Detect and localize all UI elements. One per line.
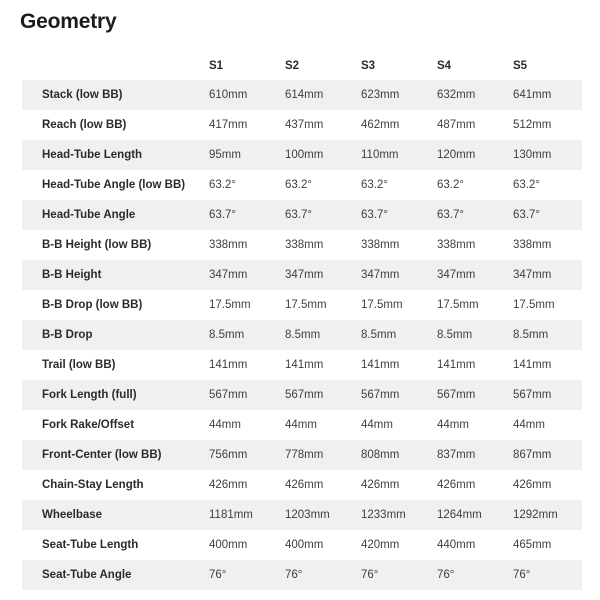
- row-value: 347mm: [513, 269, 552, 281]
- row-value: 487mm: [437, 119, 476, 131]
- row-value: 338mm: [513, 239, 552, 251]
- row-value: 347mm: [209, 269, 248, 281]
- table-row: [22, 110, 582, 140]
- row-value: 567mm: [209, 389, 248, 401]
- row-value: 8.5mm: [513, 329, 549, 341]
- row-value: 141mm: [513, 359, 552, 371]
- row-value: 63.7°: [513, 209, 540, 221]
- row-value: 44mm: [361, 419, 393, 431]
- row-label: Fork Rake/Offset: [42, 419, 135, 431]
- page-title: Geometry: [20, 10, 117, 33]
- row-value: 1203mm: [285, 509, 330, 521]
- row-value: 1264mm: [437, 509, 482, 521]
- row-value: 76°: [437, 569, 455, 581]
- column-header-s2: S2: [285, 60, 300, 72]
- row-value: 623mm: [361, 89, 400, 101]
- table-row: [22, 560, 582, 590]
- row-value: 567mm: [513, 389, 552, 401]
- table-row: [22, 230, 582, 260]
- row-value: 63.7°: [285, 209, 312, 221]
- row-value: 95mm: [209, 149, 241, 161]
- row-label: Head-Tube Length: [42, 149, 143, 161]
- row-value: 465mm: [513, 539, 552, 551]
- row-value: 808mm: [361, 449, 400, 461]
- table-row: [22, 500, 582, 530]
- row-value: 837mm: [437, 449, 476, 461]
- row-value: 63.2°: [513, 179, 540, 191]
- row-value: 426mm: [285, 479, 324, 491]
- row-value: 417mm: [209, 119, 248, 131]
- row-value: 76°: [361, 569, 379, 581]
- row-value: 347mm: [361, 269, 400, 281]
- row-value: 338mm: [437, 239, 476, 251]
- row-value: 44mm: [513, 419, 545, 431]
- row-value: 614mm: [285, 89, 324, 101]
- row-label: Head-Tube Angle (low BB): [42, 179, 186, 191]
- row-value: 141mm: [285, 359, 324, 371]
- row-label: Head-Tube Angle: [42, 209, 136, 221]
- row-value: 426mm: [437, 479, 476, 491]
- row-value: 63.2°: [285, 179, 312, 191]
- row-label: B-B Height (low BB): [42, 239, 152, 251]
- row-label: Chain-Stay Length: [42, 479, 144, 491]
- row-value: 426mm: [209, 479, 248, 491]
- row-value: 63.7°: [209, 209, 236, 221]
- row-label: Seat-Tube Length: [42, 539, 139, 551]
- row-label: Trail (low BB): [42, 359, 116, 371]
- row-value: 426mm: [513, 479, 552, 491]
- row-label: Front-Center (low BB): [42, 449, 162, 461]
- row-value: 632mm: [437, 89, 476, 101]
- row-value: 44mm: [437, 419, 469, 431]
- row-label: Fork Length (full): [42, 389, 137, 401]
- row-value: 778mm: [285, 449, 324, 461]
- row-value: 1233mm: [361, 509, 406, 521]
- row-value: 338mm: [285, 239, 324, 251]
- row-value: 120mm: [437, 149, 476, 161]
- row-label: Stack (low BB): [42, 89, 123, 101]
- row-value: 141mm: [361, 359, 400, 371]
- row-value: 141mm: [437, 359, 476, 371]
- table-row: [22, 80, 582, 110]
- row-value: 437mm: [285, 119, 324, 131]
- row-value: 338mm: [361, 239, 400, 251]
- row-value: 8.5mm: [209, 329, 245, 341]
- row-value: 63.7°: [361, 209, 388, 221]
- table-row: [22, 140, 582, 170]
- table-row: [22, 170, 582, 200]
- row-value: 100mm: [285, 149, 324, 161]
- row-value: 17.5mm: [437, 299, 479, 311]
- row-value: 63.7°: [437, 209, 464, 221]
- row-value: 347mm: [285, 269, 324, 281]
- row-value: 347mm: [437, 269, 476, 281]
- row-value: 44mm: [285, 419, 317, 431]
- row-value: 17.5mm: [209, 299, 251, 311]
- table-body: [22, 80, 582, 590]
- row-value: 17.5mm: [513, 299, 555, 311]
- table-row: [22, 200, 582, 230]
- table-row: [22, 260, 582, 290]
- row-label: Seat-Tube Angle: [42, 569, 132, 581]
- row-value: 1181mm: [209, 509, 253, 521]
- column-header-s3: S3: [361, 60, 376, 72]
- row-label: Reach (low BB): [42, 119, 127, 131]
- row-value: 567mm: [361, 389, 400, 401]
- row-value: 130mm: [513, 149, 552, 161]
- row-value: 512mm: [513, 119, 552, 131]
- row-value: 141mm: [209, 359, 248, 371]
- row-value: 63.2°: [437, 179, 464, 191]
- row-value: 1292mm: [513, 509, 558, 521]
- row-value: 8.5mm: [361, 329, 397, 341]
- column-header-s5: S5: [513, 60, 528, 72]
- row-label: Wheelbase: [42, 509, 103, 521]
- row-value: 338mm: [209, 239, 248, 251]
- row-value: 76°: [285, 569, 303, 581]
- table-row: [22, 440, 582, 470]
- row-value: 867mm: [513, 449, 552, 461]
- row-value: 420mm: [361, 539, 400, 551]
- row-label: B-B Drop (low BB): [42, 299, 143, 311]
- row-value: 17.5mm: [361, 299, 403, 311]
- table-row: [22, 320, 582, 350]
- row-value: 63.2°: [209, 179, 236, 191]
- row-value: 76°: [513, 569, 531, 581]
- row-value: 641mm: [513, 89, 552, 101]
- table-row: [22, 350, 582, 380]
- row-value: 440mm: [437, 539, 476, 551]
- row-value: 8.5mm: [285, 329, 321, 341]
- row-label: B-B Height: [42, 269, 102, 281]
- row-value: 610mm: [209, 89, 248, 101]
- row-value: 8.5mm: [437, 329, 473, 341]
- row-value: 400mm: [209, 539, 248, 551]
- row-value: 462mm: [361, 119, 400, 131]
- table-row: [22, 470, 582, 500]
- row-label: B-B Drop: [42, 329, 93, 341]
- column-header-s1: S1: [209, 60, 224, 72]
- row-value: 567mm: [437, 389, 476, 401]
- table-row: [22, 290, 582, 320]
- row-value: 76°: [209, 569, 227, 581]
- row-value: 17.5mm: [285, 299, 327, 311]
- table-header-row: [22, 52, 582, 80]
- table-row: [22, 530, 582, 560]
- row-value: 426mm: [361, 479, 400, 491]
- geometry-table: [22, 52, 582, 590]
- table-row: [22, 380, 582, 410]
- row-value: 110mm: [361, 149, 399, 161]
- row-value: 44mm: [209, 419, 241, 431]
- table-header: [22, 52, 582, 80]
- row-value: 567mm: [285, 389, 324, 401]
- column-header-s4: S4: [437, 60, 452, 72]
- row-value: 756mm: [209, 449, 248, 461]
- row-value: 400mm: [285, 539, 324, 551]
- table-row: [22, 410, 582, 440]
- row-value: 63.2°: [361, 179, 388, 191]
- column-header-spec: [22, 52, 202, 80]
